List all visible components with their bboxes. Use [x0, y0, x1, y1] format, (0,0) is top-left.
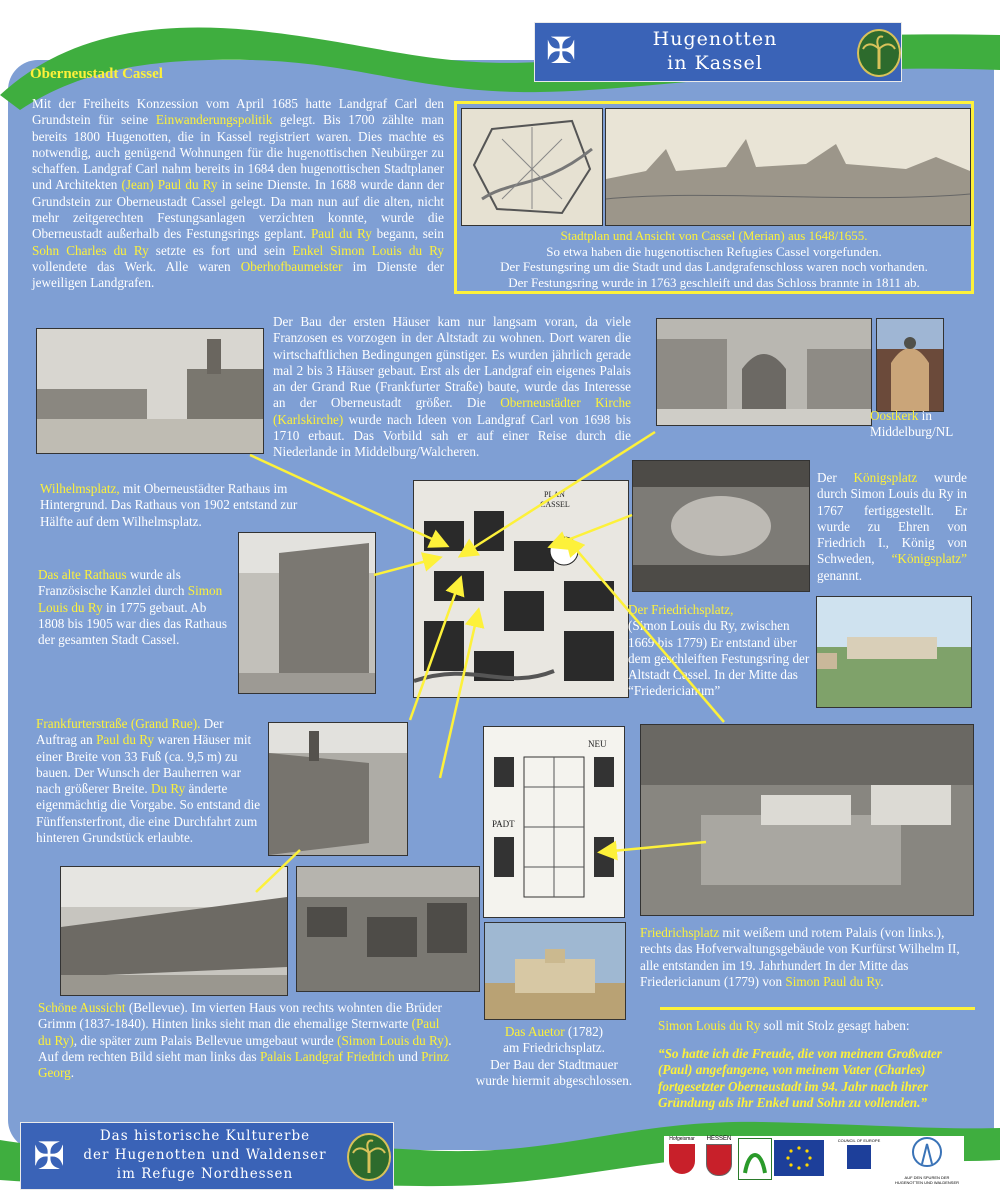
- quote-divider: [660, 1007, 975, 1010]
- plan2-label-padt: PADT: [492, 819, 515, 829]
- footer-line3: im Refuge Nordhessen: [116, 1166, 294, 1182]
- map-label-cassel: CASSEL: [540, 500, 570, 509]
- altes-rathaus-image: [238, 532, 376, 694]
- merian-caption-line2: Der Festungsring um die Stadt und das Landgrafenschloss waren noch vorhanden.: [500, 259, 928, 274]
- hessen-logo: HESSEN: [702, 1136, 736, 1182]
- footer-line1: Das historische Kulturerbe: [99, 1128, 311, 1144]
- merian-city-view-image: [605, 108, 971, 226]
- friedrichsplatz-aerial-caption: Friedrichsplatz mit weißem und rotem Palais (von links.), rechts das Hofverwaltungsgebäude von Kurfürst Wilhelm II, alle entstanden im 19. Jahrhundert In der Mitte das Friedericianum (1779) von Simon Paul du Ry.: [640, 925, 960, 989]
- oostkerk-caption: Oostkerk in Middelburg/NL: [870, 408, 954, 440]
- frankfurter-caption: Frankfurterstraße (Grand Rue). Der Auftrag an Paul du Ry waren Häuser mit einer Breite von 33 Fuß (ca. 9,5 m) zu bauen. Der Wunsch der Bauherren war nach größerer Breite. Du Ry änderte eigenmächtig die Vorgabe. So entstand die Fünffensterfront, die eine Durchfahrt zum hinteren Grundstück erlaubte.: [36, 716, 261, 846]
- header-title-line1: Hugenotten: [652, 28, 778, 50]
- karlskirche-image: [656, 318, 872, 426]
- footer-banner: [20, 1122, 394, 1190]
- friedrichsplatz-painting-image: [816, 596, 972, 708]
- map-label-plan: PLAN: [544, 490, 565, 499]
- merian-city-plan-image: [461, 108, 603, 226]
- merian-caption-line3: Der Festungsring wurde in 1763 geschleift und das Schloss brannte in 1811 ab.: [508, 274, 920, 290]
- palm-tree-emblem-icon: [347, 1133, 391, 1181]
- quote-text: “So hatte ich die Freude, die von meinem Großvater (Paul) angefangene, von meinem Vater (Charles) fortgesetzter Oberneustadt im 94. Jahr nach ihrer Gründung als ihr Enkel und Sohn zu vollenden.”: [658, 1046, 942, 1110]
- friedrichsplatz-aerial-image: [640, 724, 974, 916]
- koenigsplatz-image: [632, 460, 810, 592]
- merian-caption-title: Stadtplan und Ansicht von Cassel (Merian) aus 1648/1655.: [560, 228, 868, 243]
- plan2-label-neu: NEU: [588, 739, 607, 749]
- merian-box: [454, 101, 974, 294]
- header-banner: [534, 22, 902, 82]
- leader-logo: [738, 1138, 772, 1180]
- huguenot-cross-icon: ✠: [33, 1134, 65, 1178]
- schoene-aussicht-caption: Schöne Aussicht (Bellevue). Im vierten Haus von rechts wohnten die Brüder Grimm (1837-1840). Hinten links sieht man die ehemalige Sternwarte (Paul du Ry), die später zum Palais Bellevue umgebaut wurde (Simon Louis du Ry). Auf dem rechten Bild sieht man links das Palais Landgraf Friedrich und Prinz Georg.: [38, 1000, 452, 1081]
- palais-view-image: [296, 866, 480, 992]
- oostkerk-image: [876, 318, 944, 412]
- merian-caption-line1: So etwa haben die hugenottischen Refugies Cassel vorgefunden.: [546, 243, 882, 259]
- sponsor-logos: [664, 1136, 964, 1185]
- koenigsplatz-caption: Der Königsplatz wurde durch Simon Louis du Ry in 1767 fertiggestellt. Er wurde zu Ehren von Friedrich I., König von Schweden, “Königsplatz” genannt.: [817, 470, 967, 583]
- council-of-europe-logo: COUNCIL OF EUROPE: [834, 1138, 884, 1178]
- bau-text: Der Bau der ersten Häuser kam nur langsam voran, da viele Franzosen es vorzogen in der Altstadt zu wohnen. Dort waren die wirtschaftlichen Bedingungen günstiger. Es wurden jährlich gerade mal 2 bis 3 Häuser gebaut. Erst als der Landgraf ein eigenes Palais an der Grand Rue (Frankfurter Straße) baute, wurde das Interesse an der Oberneustadt größer. Die Oberneustädter Kirche (Karlskirche) wurde nach Ideen von Landgraf Carl von 1698 bis 1710 erbaut. Das Vorbild sah er auf einer Reise durch die Niederlande in Middelburg/Walcheren.: [273, 314, 632, 460]
- frankfurter-strasse-image: [268, 722, 408, 856]
- quote-intro: Simon Louis du Ry soll mit Stolz gesagt haben:: [658, 1018, 910, 1033]
- footer-line2: der Hugenotten und Waldenser: [83, 1147, 327, 1163]
- hofgeismar-logo: Hofgeismar: [664, 1136, 700, 1182]
- wilhelmsplatz-caption: Wilhelmsplatz, mit Oberneustädter Rathaus im Hintergrund. Das Rathaus von 1902 entstand zur Hälfte auf dem Wilhelmsplatz.: [40, 481, 298, 529]
- eu-flag-logo: [774, 1140, 824, 1176]
- huguenot-cross-icon: ✠: [545, 31, 577, 72]
- palm-tree-emblem-icon: [857, 29, 901, 77]
- section-title: Oberneustadt Cassel: [30, 66, 163, 82]
- wilhelmsplatz-image: [36, 328, 264, 454]
- auetor-image: [484, 922, 626, 1020]
- friedrichsplatz-caption: Der Friedrichsplatz, (Simon Louis du Ry, zwischen 1669 bis 1779) Er entstand über dem geschleiften Festungsring der Altstadt Cassel. In der Mitte das “Friedericianum”: [628, 602, 810, 699]
- header-title-line2: in Kassel: [667, 52, 763, 74]
- altes-rathaus-caption: Das alte Rathaus wurde als Französische Kanzlei durch Simon Louis du Ry in 1775 gebaut. Ab 1808 bis 1905 war dies das Rathaus der gesamten Stadt Cassel.: [38, 567, 227, 648]
- schoene-aussicht-image: [60, 866, 288, 996]
- oberneustadt-map-image: [413, 480, 629, 698]
- auetor-caption: Das Auetor (1782) am Friedrichsplatz. Der Bau der Stadtmauer wurde hiermit abgeschlossen.: [475, 1024, 633, 1088]
- auf-den-spuren-logo: AUF DEN SPUREN DER HUGENOTTEN UND WALDENSER: [894, 1136, 960, 1182]
- friedrichsplatz-plan-image: [483, 726, 625, 918]
- intro-text: Mit der Freiheits Konzession vom April 1685 hatte Landgraf Carl den Grundstein für seine Einwanderungspolitik gelegt. Bis 1700 zählte man bereits 1800 Hugenotten, die in Kassel registriert waren. Dies machte es notwendig, auch genügend Wohnungen für die hugenottischen Neubürger zu schaffen. Landgraf Carl nahm bereits in 1684 den hugenottischen Stadtplaner und Architekten (Jean) Paul du Ry in seine Dienste. In 1688 wurde dann der Grundstein zur Oberneustadt Cassel gelegt. Da man nun auf die alten, nicht mehr zeitgerechten Festungsanlagen verzichten konnte, wurde die Oberneustadt außerhalb des Festungsrings geplant. Paul du Ry begann, sein Sohn Charles du Ry setzte es fort und sein Enkel Simon Louis du Ry vollendete das Werk. Alle waren Oberhofbaumeister im Dienste der jeweiligen Landgrafen.: [32, 96, 445, 291]
